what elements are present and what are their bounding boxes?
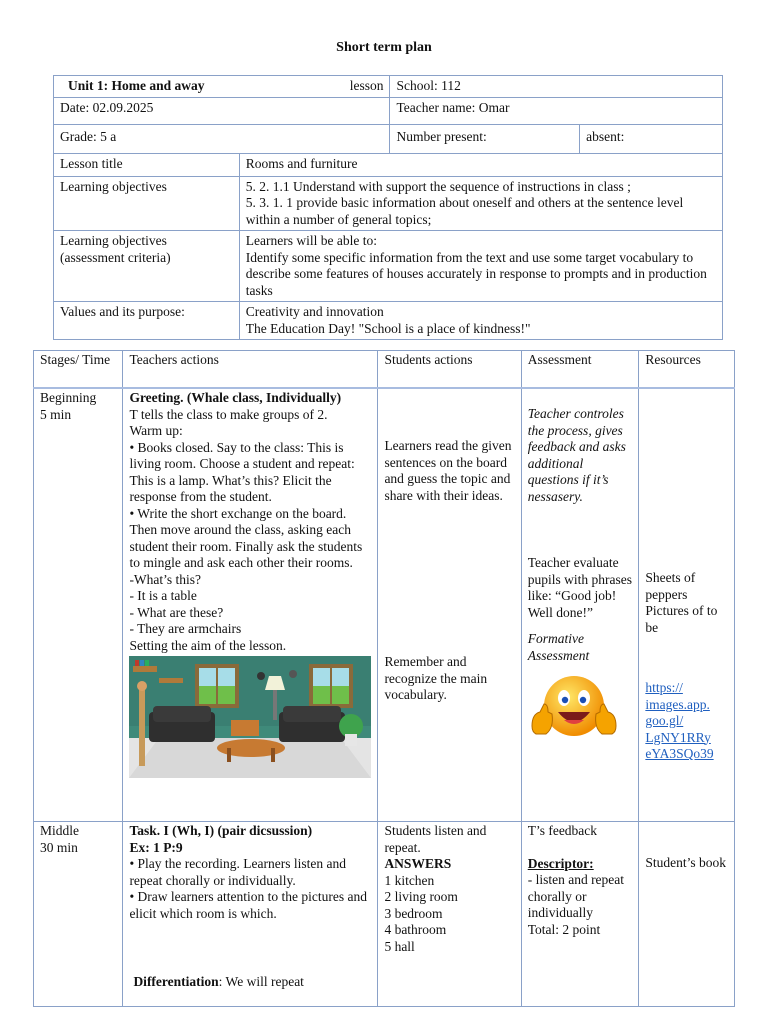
lesson-plan-table <box>33 350 735 1007</box>
middle-assessment: T’s feedback Descriptor: - listen and repeat chorally or individually Total: 2 point <box>521 822 639 1007</box>
lesson-info-table <box>53 75 723 340</box>
middle-stage: Middle 30 min <box>34 822 123 1007</box>
beginning-teacher-actions: Greeting. (Whale class, Individually) T tells the class to make groups of 2. Warm up: • Books closed. Say to the class: This is living room. Choose a student and repeat: This is a lamp. What’s this? Elicit the response from the student. • Write the short exchange on the board. Then move around the class, asking each student their room. Finally ask the students to mingle and ask each other their rooms. -What’s this? - It is a table - What are these? - They are armchairs Setting the aim of the lesson. <box>123 388 378 822</box>
date-cell: Date: 02.09.2025 <box>54 97 390 124</box>
values-value: Creativity and innovation The Education Day! "School is a place of kindness!" <box>239 302 722 340</box>
greeting-heading: Greeting. (Whale class, Individually) <box>129 390 342 405</box>
middle-students-actions: Students listen and repeat. ANSWERS 1 kitchen 2 living room 3 bedroom 4 bathroom 5 hall <box>378 822 521 1007</box>
beginning-resources: Sheets of peppers Pictures of to be https:// images.app. goo.gl/ LgNY1RRy eYA3SQo39 <box>639 388 735 822</box>
resource-link[interactable]: https:// images.app. goo.gl/ LgNY1RRy eYA3SQo39 <box>645 680 714 761</box>
learning-objectives-value <box>239 176 722 231</box>
beginning-row <box>34 388 735 822</box>
unit-row <box>54 76 723 98</box>
lesson-title-value: Rooms and furniture <box>239 153 722 176</box>
differentiation-note: Differentiation: We will repeat <box>133 974 304 989</box>
values-label: Values and its purpose: <box>54 302 240 340</box>
objective-2: 5. 3. 1. 1 provide basic information about oneself and others at the sentence level within a number of general topics; <box>245 195 684 227</box>
school-cell: School: 112 <box>390 76 723 98</box>
objective-1: 5. 2. 1.1 Understand with support the sequence of instructions in class ; <box>245 178 631 194</box>
beginning-assessment: Teacher controles the process, gives feedback and asks additional questions if it’s nessasery. Teacher evaluate pupils with phrases like: “Good job! Well done!” Formative Assessment <box>521 388 639 822</box>
grade-cell: Grade: 5 a <box>54 124 390 153</box>
lesson-label: lesson <box>349 78 384 93</box>
header-resources: Resources <box>639 351 735 389</box>
assessment-criteria-label: Learning objectives (assessment criteria) <box>54 231 240 302</box>
unit-label: Unit 1: Home and away <box>68 78 205 93</box>
assessment-criteria-value: Learners will be able to: Identify some specific information from the text and use some target vocabulary to describe some features of houses accurately in response to prompts and in production tasks <box>239 231 722 302</box>
header-teachers-actions: Teachers actions <box>123 351 378 389</box>
exercise-heading: Ex: 1 P:9 <box>129 839 183 855</box>
living-room-image <box>129 656 371 778</box>
header-stages: Stages/ Time <box>34 351 123 389</box>
learning-objectives-label: Learning objectives <box>54 176 240 231</box>
header-students-actions: Students actions <box>378 351 521 389</box>
plan-header-row <box>34 351 735 389</box>
teacher-name-cell: Teacher name: Omar <box>390 97 723 124</box>
page-title: Short term plan <box>336 40 432 55</box>
lesson-title-label: Lesson title <box>54 153 240 176</box>
number-present-cell: Number present: <box>390 124 580 153</box>
middle-resources: Student’s book <box>639 822 735 1007</box>
middle-teacher-actions: Task. I (Wh, I) (pair dicsussion) Ex: 1 P:9 • Play the recording. Learners listen and repeat chorally or individually. • Draw learners attention to the pictures and elicit which room is which. Differentiation: We will repeat <box>123 822 378 1007</box>
beginning-stage: Beginning 5 min <box>34 388 123 822</box>
thumbs-up-smiley-icon <box>528 668 620 746</box>
task-heading: Task. I (Wh, I) (pair dicsussion) <box>129 823 313 838</box>
middle-row <box>34 822 735 1007</box>
absent-cell: absent: <box>580 124 723 153</box>
descriptor-label: Descriptor: <box>527 855 594 871</box>
header-assessment: Assessment <box>521 351 639 389</box>
beginning-students-actions: Learners read the given sentences on the board and guess the topic and share with their ideas. Remember and recognize the main vocabulary. <box>378 388 521 822</box>
